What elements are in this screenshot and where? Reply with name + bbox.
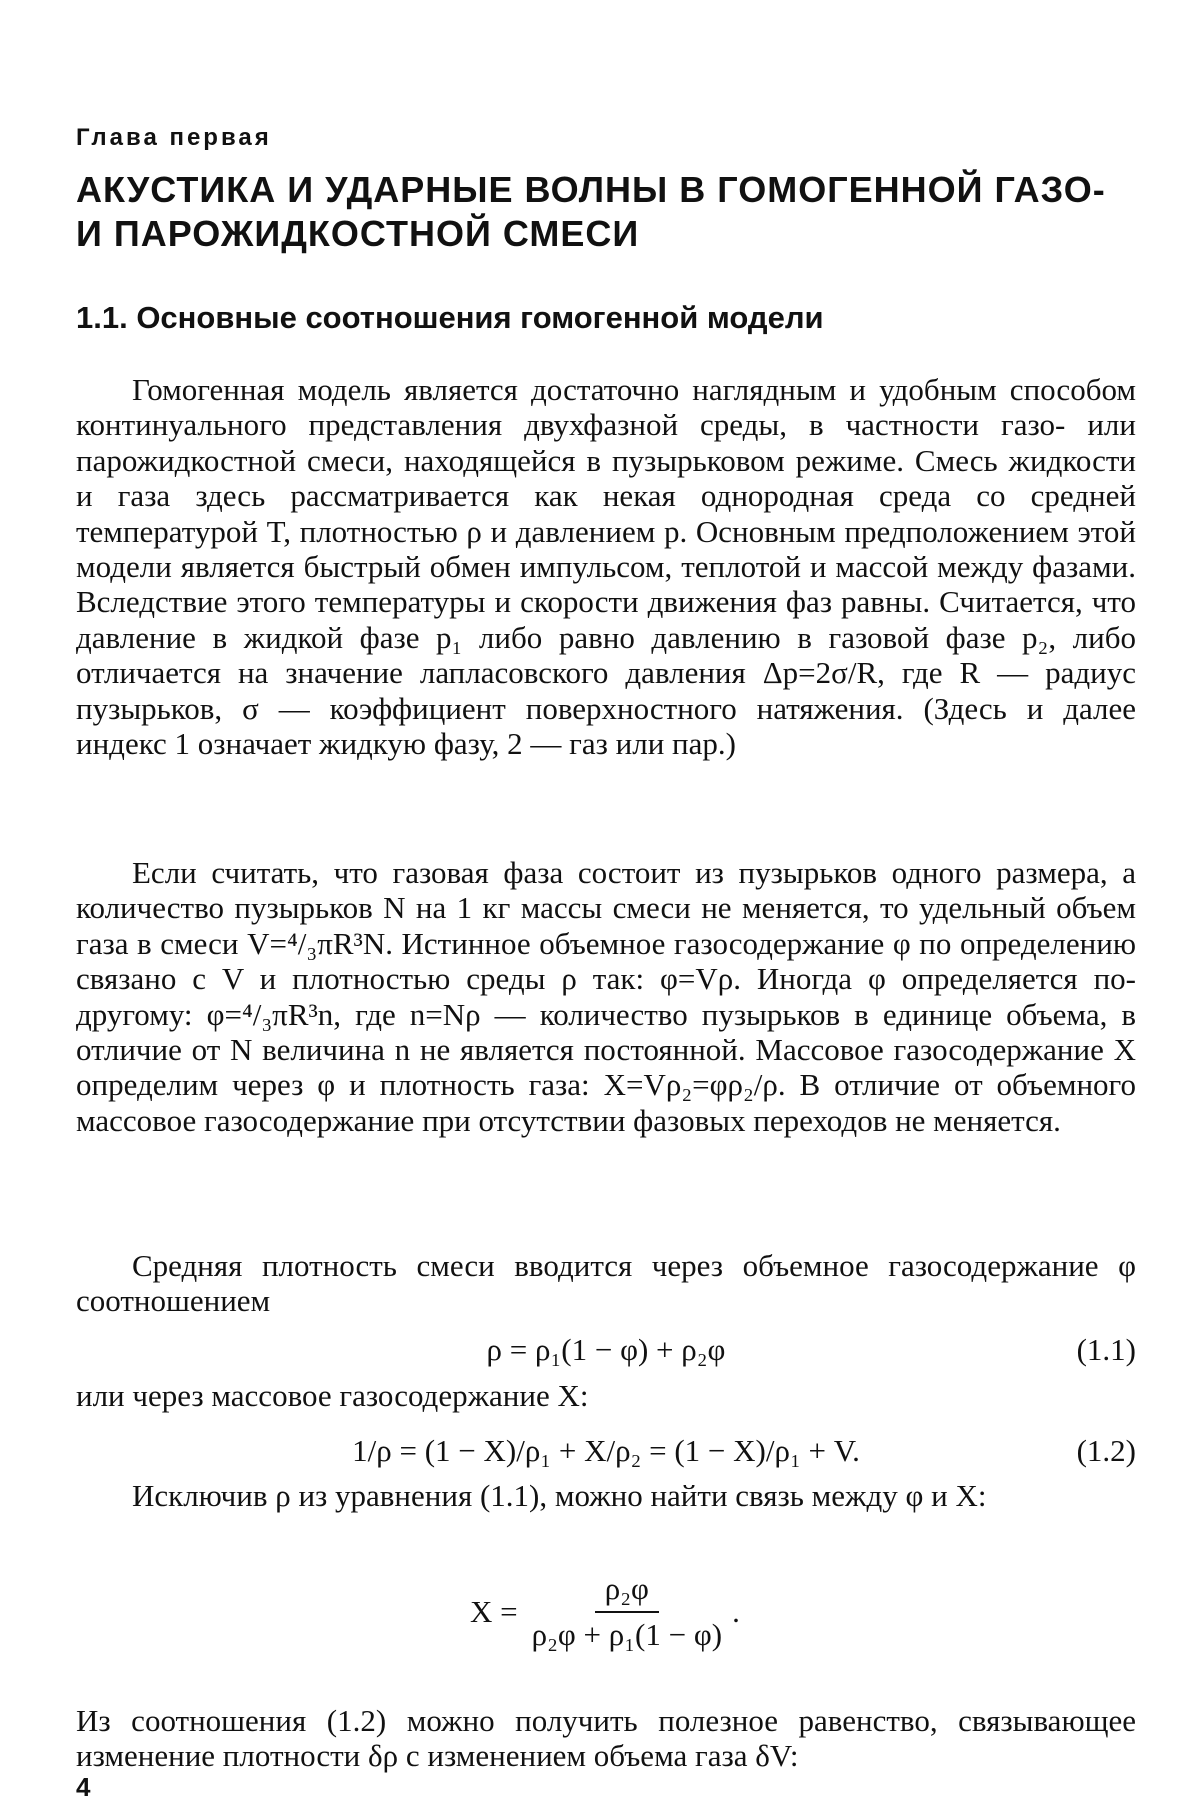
fraction-numerator: ρ₂φ bbox=[595, 1571, 659, 1613]
equation-1-2-body: 1/ρ = (1 − X)/ρ₁ + X/ρ₂ = (1 − X)/ρ₁ + V. bbox=[352, 1433, 860, 1468]
paragraph-exclude-rho: Исключив ρ из уравнения (1.1), можно найти связь между φ и X: bbox=[132, 1478, 987, 1513]
fraction bbox=[522, 1571, 732, 1653]
paragraph-gas-content: Если считать, что газовая фаза состоит из пузырьков одного размера, а количество пузырьков N на 1 кг массы смеси не меняется, то удельный объем газа в смеси V=⁴/₃πR³N. Истинное объемное газосодержание φ по определению связано с V и плотностью среды ρ так: φ=Vρ. Иногда φ определяется по-другому: φ=⁴/₃πR³n, где n=Nρ — количество пузырьков в единице объема, в отличие от N величина n не является постоянной. Массовое газосодержание X определим через φ и плотность газа: X=Vρ₂=φρ₂/ρ. В отличие от объемного массовое газосодержание при отсутствии фазовых переходов не меняется. bbox=[76, 855, 1136, 1138]
page-number: 4 bbox=[76, 1772, 91, 1802]
fraction-denominator: ρ₂φ + ρ₁(1 − φ) bbox=[531, 1617, 723, 1652]
fraction-equation bbox=[470, 1571, 740, 1653]
equation-1-2 bbox=[76, 1433, 1136, 1473]
fraction-trail: . bbox=[732, 1594, 740, 1629]
equation-1-2-number: (1.2) bbox=[1076, 1433, 1136, 1468]
chapter-label: Глава первая bbox=[76, 124, 272, 151]
paragraph-homogeneous-model: Гомогенная модель является достаточно наглядным и удобным способом континуального представления двухфазной среды, в частности газо- или парожидкостной смеси, находящейся в пузырьковом режиме. Смесь жидкости и газа здесь рассматривается как некая однородная среда со средней температурой T, плотностью ρ и давлением p. Основным предположением этой модели является быстрый обмен импульсом, теплотой и массой между фазами. Вследствие этого температуры и скорости движения фаз равны. Считается, что давление в жидкой фазе p₁ либо равно давлению в газовой фазе p₂, либо отличается на значение лапласовского давления Δp=2σ/R, где R — радиус пузырьков, σ — коэффициент поверхностного натяжения. (Здесь и далее индекс 1 означает жидкую фазу, 2 — газ или пар.) bbox=[76, 372, 1136, 762]
chapter-title: АКУСТИКА И УДАРНЫЕ ВОЛНЫ В ГОМОГЕННОЙ ГАЗО- И ПАРОЖИДКОСТНОЙ СМЕСИ bbox=[76, 169, 1106, 254]
equation-1-1-body: ρ = ρ₁(1 − φ) + ρ₂φ bbox=[486, 1332, 726, 1367]
equation-1-1 bbox=[76, 1332, 1136, 1372]
paragraph-mean-density: Средняя плотность смеси вводится через объемное газосодержание φ соотношением bbox=[76, 1248, 1136, 1319]
fraction-lhs: X = bbox=[470, 1594, 518, 1629]
paragraph-useful-equality: Из соотношения (1.2) можно получить полезное равенство, связывающее изменение плотности δρ с изменением объема газа δV: bbox=[76, 1703, 1136, 1774]
equation-1-1-number: (1.1) bbox=[1076, 1332, 1136, 1367]
section-title: 1.1. Основные соотношения гомогенной модели bbox=[76, 300, 824, 335]
paragraph-mass-content: или через массовое газосодержание X: bbox=[76, 1378, 589, 1413]
